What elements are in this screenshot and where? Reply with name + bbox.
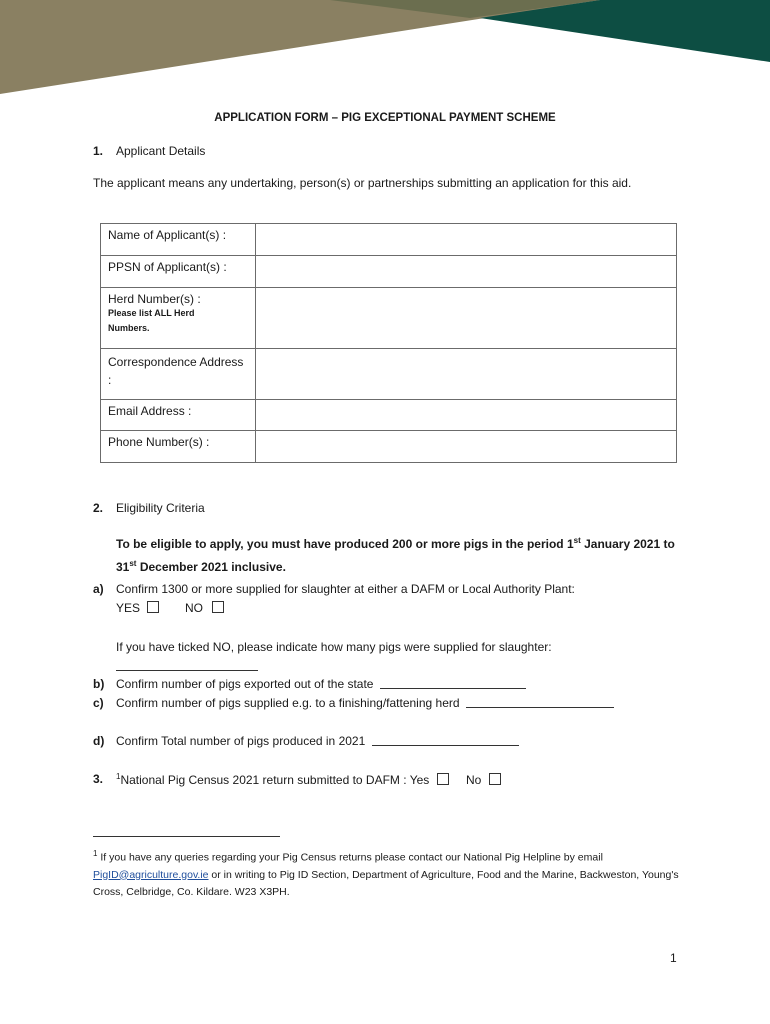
- section3-number: 3.: [93, 772, 104, 786]
- item-b-row: [116, 677, 526, 691]
- section1-number: 1.: [93, 144, 104, 158]
- section3-row: [116, 772, 501, 787]
- census-footnote-ref: 1: [116, 772, 121, 781]
- eligibility-text-2: January 2021 to 31: [116, 537, 675, 574]
- header-banner: [0, 0, 770, 100]
- footnote-number: 1: [93, 849, 98, 858]
- herd-number-note: Please list ALL Herd Numbers.: [108, 308, 195, 333]
- yes-label: YES: [116, 601, 141, 615]
- footnote-text-1: If you have any queries regarding your Pig Census returns please contact our National Pig Helpline by email: [97, 851, 603, 864]
- email-label: Email Address :: [101, 400, 256, 431]
- item-b-text: Confirm number of pigs exported out of the state: [116, 677, 374, 691]
- yes-option: [116, 601, 159, 615]
- slaughter-count-field[interactable]: [116, 660, 258, 671]
- ppsn-field[interactable]: [256, 256, 677, 288]
- herd-number-label-cell: [101, 288, 256, 349]
- ppsn-label: PPSN of Applicant(s) :: [101, 256, 256, 288]
- footnote-text-2: or in writing to Pig ID Section, Department of Agriculture, Food and the Marine, Backweston, Young's Cross, Celbridge, Co. Kildare. W23 X3PH.: [93, 868, 679, 898]
- eligibility-text-3: December 2021 inclusive.: [136, 560, 286, 574]
- yes-checkbox[interactable]: [147, 601, 159, 613]
- item-a-text: Confirm 1300 or more supplied for slaughter at either a DAFM or Local Authority Plant:: [116, 582, 575, 596]
- phone-field[interactable]: [256, 431, 677, 463]
- eligibility-sup-1: st: [573, 536, 581, 545]
- supplied-field[interactable]: [466, 697, 614, 708]
- section2-number: 2.: [93, 501, 104, 515]
- census-text: National Pig Census 2021 return submitted to DAFM : Yes: [120, 773, 430, 787]
- eligibility-statement: [116, 531, 676, 577]
- eligibility-sup-2: st: [129, 559, 137, 568]
- herd-number-label: Herd Number(s) :: [108, 292, 201, 306]
- footnote-divider: [93, 836, 280, 837]
- helpline-email-link[interactable]: PigID@agriculture.gov.ie: [93, 868, 209, 881]
- phone-label: Phone Number(s) :: [101, 431, 256, 463]
- section2-heading: Eligibility Criteria: [116, 501, 205, 515]
- item-d-text: Confirm Total number of pigs produced in 2021: [116, 734, 366, 748]
- item-d-label: d): [93, 734, 105, 748]
- name-label: Name of Applicant(s) :: [101, 224, 256, 256]
- census-no-label: No: [465, 773, 482, 787]
- total-produced-field[interactable]: [372, 735, 519, 746]
- no-checkbox[interactable]: [212, 601, 224, 613]
- item-d-row: [116, 734, 519, 748]
- email-field[interactable]: [256, 400, 677, 431]
- item-c-text: Confirm number of pigs supplied e.g. to a finishing/fattening herd: [116, 696, 460, 710]
- item-c-row: [116, 696, 614, 710]
- census-yes-checkbox[interactable]: [437, 773, 449, 785]
- if-no-text: If you have ticked NO, please indicate how many pigs were supplied for slaughter:: [116, 640, 552, 654]
- section1-intro: The applicant means any undertaking, person(s) or partnerships submitting an application for this aid.: [93, 176, 632, 190]
- name-field[interactable]: [256, 224, 677, 256]
- footnote: [93, 845, 683, 901]
- exported-field[interactable]: [380, 678, 526, 689]
- census-no-checkbox[interactable]: [489, 773, 501, 785]
- page-number: 1: [670, 951, 677, 965]
- applicant-details-table: [100, 223, 677, 463]
- eligibility-text-1: To be eligible to apply, you must have produced 200 or more pigs in the period 1: [116, 537, 574, 551]
- page-title: APPLICATION FORM – PIG EXCEPTIONAL PAYMENT SCHEME: [214, 112, 556, 124]
- no-label: NO: [185, 601, 203, 615]
- address-field[interactable]: [256, 349, 677, 400]
- section1-heading: Applicant Details: [116, 144, 206, 158]
- item-a-label: a): [93, 582, 104, 596]
- address-label: Correspondence Address :: [101, 349, 256, 400]
- item-b-label: b): [93, 677, 105, 691]
- no-option: [185, 601, 224, 615]
- item-c-label: c): [93, 696, 104, 710]
- herd-number-field[interactable]: [256, 288, 677, 349]
